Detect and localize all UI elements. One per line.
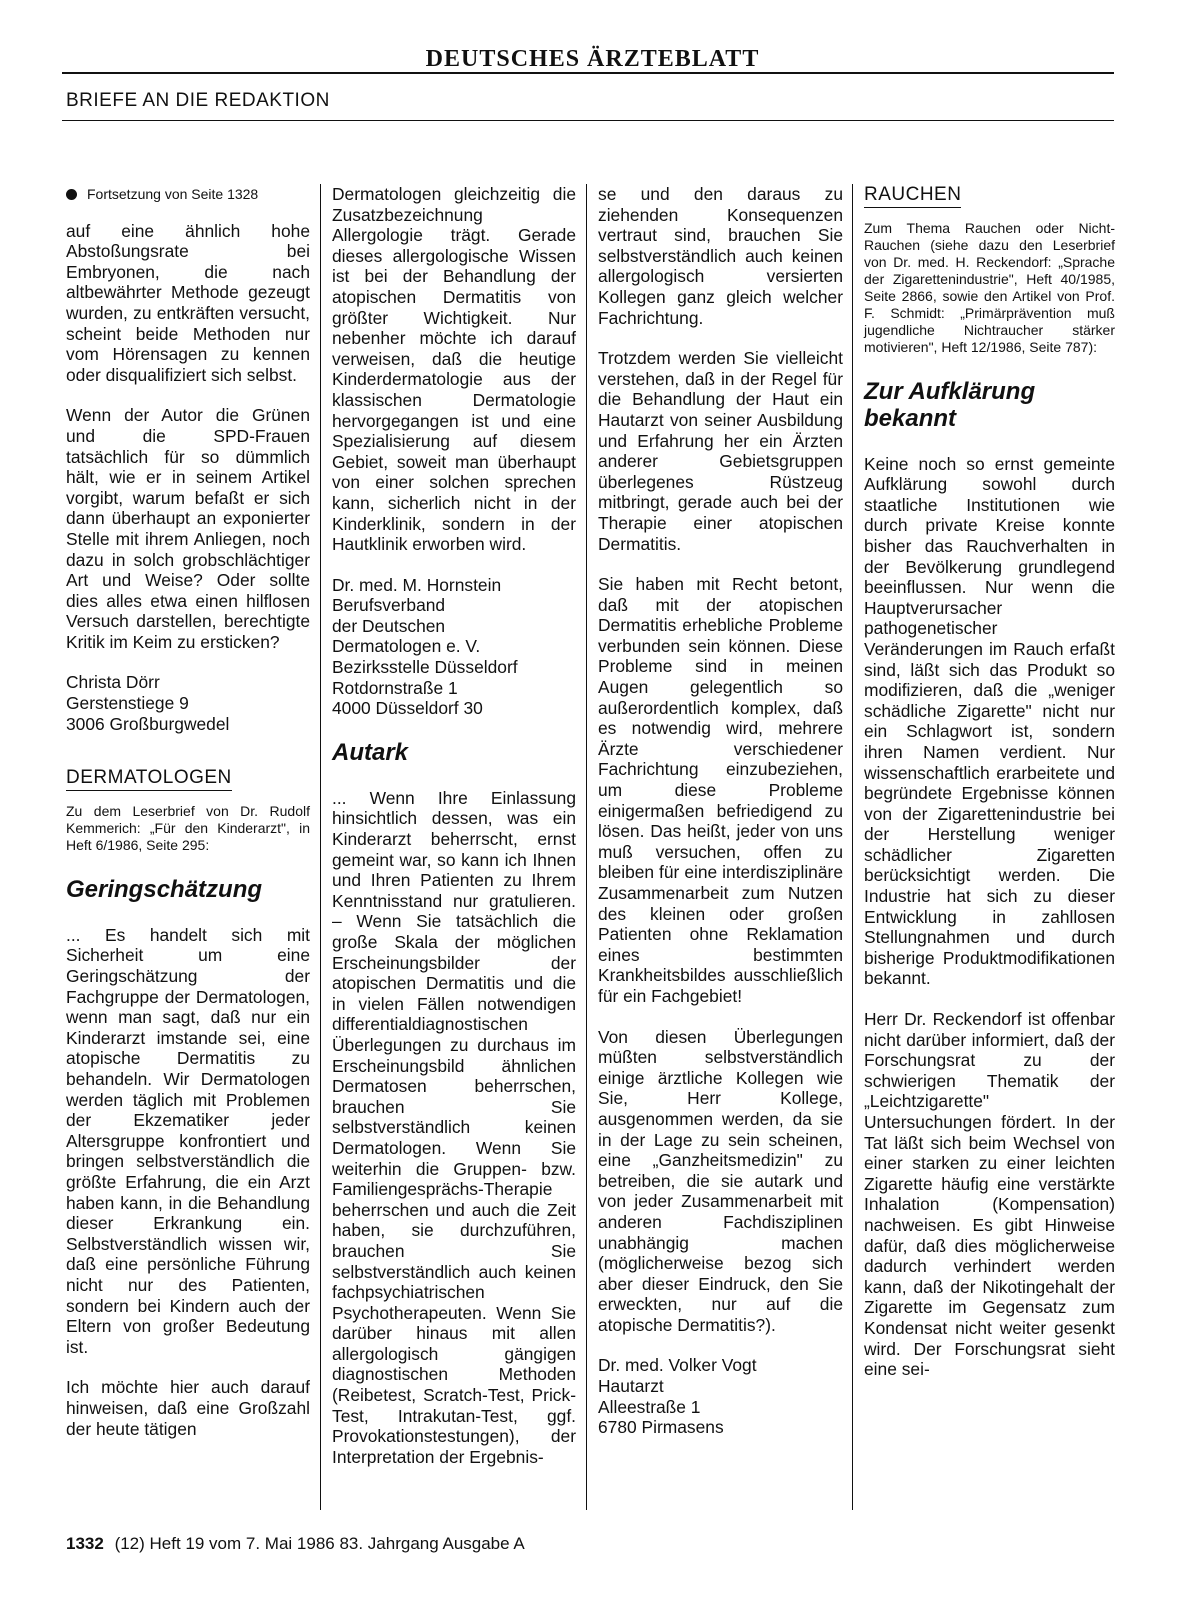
column-2 <box>332 184 576 1487</box>
signature-line: der Deutschen <box>332 615 446 636</box>
column-divider <box>586 184 587 1510</box>
letter-paragraph: Keine noch so ernst gemeinte Aufklärung sowohl durch staatliche Institutionen wie durch private Kreise konnte bisher das Rauchverhalten in der Bevölkerung grundlegend beeinflussen. Nur wenn die Hauptverursacher pathogenetischer Veränderungen im Rauch erfaßt sind, läßt sich das Produkt so modifizieren, daß die „weniger schädliche Zigarette" nicht nur ein Schlagwort ist, sondern ihren Namen verdient. Nur wissenschaftlich erarbeitete und begründete Ergebnisse können von der Zigarettenindustrie bei der Herstellung weniger schädlicher Zigaretten berücksichtigt werden. Die Industrie hat sich zu dieser Entwicklung in zahllosen Stellungnahmen und durch bisherige Produktmodifikationen bekannt. <box>864 453 1115 989</box>
continuation-text: Fortsetzung von Seite 1328 <box>87 186 259 202</box>
bullet-icon <box>66 189 77 200</box>
column-divider <box>320 184 321 1510</box>
rubric-heading: DERMATOLOGEN <box>66 768 232 791</box>
letter-paragraph: Herr Dr. Reckendorf ist offenbar nicht darüber informiert, daß der Forschungsrat zu der schwierigen Thematik der „Leichtzigarette" Untersuchungen fördert. In der Tat läßt sich beim Wechsel von einer starken zu einer leichten Zigarette häufig eine verstärkte Inhalation (Kompensation) nachweisen. Es gibt Hinweise dafür, daß dies möglicherweise dadurch verhindert werden kann, daß der Nikotingehalt der Zigarette im Gegensatz zum Kondensat nicht weiter gesenkt wird. Der Forschungsrat sieht eine sei- <box>864 1009 1115 1380</box>
column-divider <box>852 184 853 1510</box>
signature-line: Alleestraße 1 <box>598 1396 701 1417</box>
letter-headline: Autark <box>332 738 409 766</box>
signature-line: Rotdornstraße 1 <box>332 677 458 698</box>
signature-line: Hautarzt <box>598 1376 664 1397</box>
signature-line: Gerstenstiege 9 <box>66 693 189 714</box>
masthead: DEUTSCHES ÄRZTEBLATT <box>425 46 760 72</box>
letter-headline: Geringschätzung <box>66 875 263 903</box>
issue-info: (12) Heft 19 vom 7. Mai 1986 83. Jahrgang Ausgabe A <box>114 1534 525 1553</box>
letter-headline: Zur Aufklärung bekannt <box>864 377 1036 432</box>
signature-line: Christa Dörr <box>66 672 160 693</box>
letter-paragraph: Dermatologen gleichzeitig die Zusatzbezeichnung Allergologie trägt. Gerade dieses allergologische Wissen ist bei der Behandlung der atopischen Dermatitis von größter Wichtigkeit. Nur nebenher möchte ich darauf verweisen, daß die heutige Kinderdermatologie aus der klassischen Dermatologie hervorgegangen ist und eine Spezialisierung auf diesem Gebiet, soweit man überhaupt von einer solchen sprechen kann, sicherlich nicht in der Kinderklinik, sondern in der Hautklinik erworben wird. <box>332 184 576 555</box>
letter-paragraph: Von diesen Überlegungen müßten selbstverständlich einige ärztliche Kollegen wie Sie, Herr Kollege, ausgenommen werden, da sie in der Lage zu sein scheinen, eine „Ganzheitsmedizin" zu betreiben, die sie autark und von jeder Zusammenarbeit mit anderen Fachdisziplinen unabhängig machen (möglicherweise bezog sich aber dieser Eindruck, den Sie erweckten, nur auf die atopische Dermatitis?). <box>598 1026 843 1335</box>
letter-paragraph: ... Wenn Ihre Einlassung hinsichtlich dessen, was ein Kinderarzt beherrscht, ernst gemeint war, so kann ich Ihnen und Ihren Patienten zu Ihrem Kenntnisstand nur gratulieren. – Wenn Sie tatsächlich die große Skala der möglichen Erscheinungsbilder der atopischen Dermatitis und die in vielen Fällen notwendigen differentialdiagnostischen Überlegungen zu durchaus im Erscheinungsbild ähnlichen Dermatosen beherrschen, brauchen Sie selbstverständlich keinen Dermatologen. Wenn Sie weiterhin die Gruppen- bzw. Familiengesprächs-Therapie beherrschen und auch die Zeit haben, sie durchzuführen, brauchen Sie selbstverständlich auch keinen fachpsychiatrischen Psychotherapeuten. Wenn Sie darüber hinaus mit allen allergologisch gängigen diagnostischen Methoden (Reibetest, Scratch-Test, Prick-Test, Intrakutan-Test, ggf. Provokationstestungen), der Interpretation der Ergebnis- <box>332 787 576 1467</box>
signature-line: 4000 Düsseldorf 30 <box>332 698 483 719</box>
continuation-note <box>66 184 310 205</box>
signature-block <box>332 575 576 719</box>
intro-note: Zu dem Leserbrief von Dr. Rudolf Kemmerich: „Für den Kinderarzt", in Heft 6/1986, Seite 295: <box>66 802 310 853</box>
letter-paragraph: auf eine ähnlich hohe Abstoßungsrate bei Embryonen, die nach altbewährter Methode gezeugt wurden, zu entkräften versucht, scheint beide Methoden nur vom Hörensagen zu kennen oder disqualifiziert sich selbst. <box>66 220 310 385</box>
page-footer <box>66 1534 525 1554</box>
signature-line: 3006 Großburgwedel <box>66 713 230 734</box>
signature-line: 6780 Pirmasens <box>598 1417 724 1438</box>
signature-line: Dr. med. Volker Vogt <box>598 1355 757 1376</box>
column-1 <box>66 184 310 1459</box>
section-rule <box>62 120 1114 121</box>
letter-paragraph: Trotzdem werden Sie vielleicht verstehen, daß in der Regel für die Behandlung der Haut ein Hautarzt von seiner Ausbildung und Erfahrung her ein Ärzten anderer Gebietsgruppen überlegenes Rüstzeug mitbringt, gerade auch bei der Therapie einer atopischen Dermatitis. <box>598 348 843 554</box>
letter-paragraph: se und den daraus zu ziehenden Konsequenzen vertraut sind, brauchen Sie selbstverständlich auch keinen allergologisch versierten Kollegen ganz gleich welcher Fachrichtung. <box>598 184 843 328</box>
letter-paragraph: Sie haben mit Recht betont, daß mit der atopischen Dermatitis erhebliche Probleme verbunden sein können. Diese Probleme sind in meinen Augen gelegentlich so außerordentlich komplex, daß es notwendig wird, mehrere Ärzte verschiedener Fachrichtung einzubeziehen, um diese Probleme einigermaßen befriedigend zu lösen. Das heißt, jeder von uns muß versuchen, offen zu bleiben für eine interdisziplinäre Zusammenarbeit zum Nutzen des kleinen oder großen Patienten ohne Reklamation eines bestimmten Krankheitsbildes ausschließlich für ein Fachgebiet! <box>598 574 843 1006</box>
intro-note: Zum Thema Rauchen oder Nicht-Rauchen (siehe dazu den Leserbrief von Dr. med. H. Reckendorf: „Sprache der Zigarettenindustrie", Heft 40/1985, Seite 2866, sowie den Artikel von Prof. F. Schmidt: „Primärprävention muß jugendliche Nichtraucher stärker motivieren", Heft 12/1986, Seite 787): <box>864 219 1115 355</box>
letter-paragraph: Wenn der Autor die Grünen und die SPD-Frauen tatsächlich für so dümmlich hält, wie er in seinem Artikel vorgibt, warum befaßt er sich dann überhaupt an exponierter Stelle mit ihrem Anliegen, noch dazu in solch grobschlächtiger Art und Weise? Oder sollte dies alles etwa einen hilflosen Versuch darstellen, berechtigte Kritik im Keim zu ersticken? <box>66 405 310 652</box>
column-4 <box>864 184 1115 1400</box>
letter-paragraph: ... Es handelt sich mit Sicherheit um eine Geringschätzung der Fachgruppe der Dermatologen, wenn man sagt, daß nur ein Kinderarzt imstande sei, eine atopische Dermatitis zu behandeln. Wir Dermatologen werden täglich mit Problemen der Ekzematiker jeder Altersgruppe konfrontiert und bringen selbstverständlich die größte Erfahrung, die ein Arzt haben kann, in die Behandlung dieser Erkrankung ein. Selbstverständlich wissen wir, daß eine persönliche Führung nicht nur des Patienten, sondern bei Kindern auch der Eltern von großer Bedeutung ist. <box>66 924 310 1357</box>
signature-block <box>66 672 310 734</box>
section-label: BRIEFE AN DIE REDAKTION <box>66 90 330 111</box>
signature-line: Dr. med. M. Hornstein <box>332 574 502 595</box>
column-3 <box>598 184 843 1458</box>
page-number: 1332 <box>66 1534 104 1553</box>
letter-paragraph: Ich möchte hier auch darauf hinweisen, daß eine Großzahl der heute tätigen <box>66 1377 310 1439</box>
signature-line: Dermatologen e. V. <box>332 636 481 657</box>
signature-line: Berufsverband <box>332 595 446 616</box>
signature-block <box>598 1355 843 1437</box>
signature-line: Bezirksstelle Düsseldorf <box>332 657 518 678</box>
rubric-heading: RAUCHEN <box>864 185 961 208</box>
masthead-rule <box>62 72 1114 74</box>
